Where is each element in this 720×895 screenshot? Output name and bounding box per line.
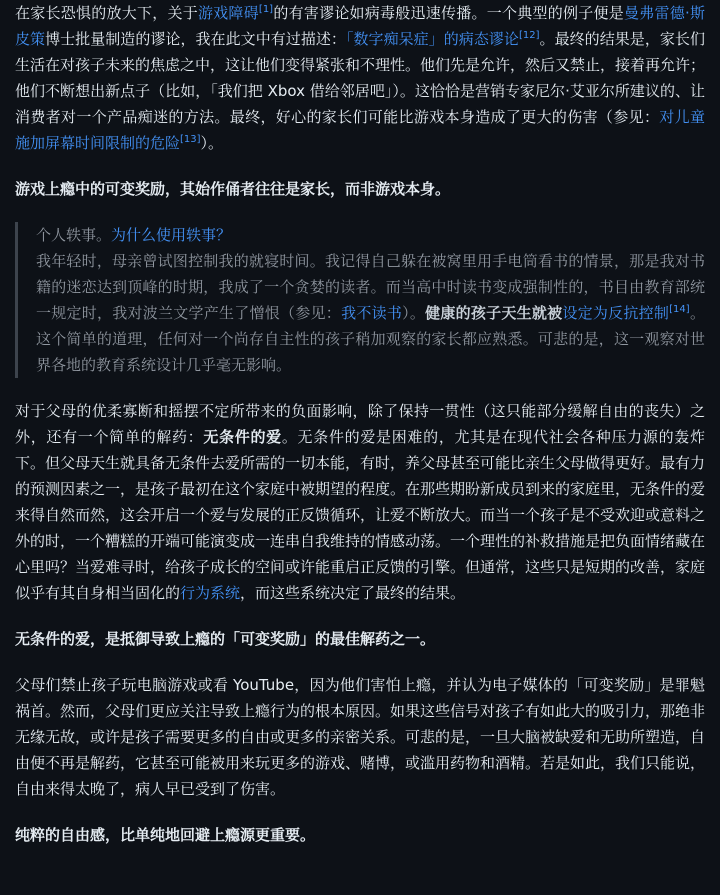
key-statement-3: 纯粹的自由感，比单纯地回避上瘾源更重要。	[15, 826, 316, 844]
text: 。最终的结果是，家长们生活在对孩子未来的焦虑之中，这让他们变得紧张和不理性。他们先是允许，然后又禁止，接着再允许；他们不断想出新点子（比如，「我们把 Xbox 借给邻居吧」）。这恰恰是营销专家尼尔·艾亚尔所建议的、让消费者对一个产品痴迷的方法。最终，好心的家长们可能比游戏本身造成了更大的伤害（参见：	[15, 30, 706, 126]
link-wired-to-resist[interactable]: 设定为反抗控制	[562, 304, 670, 322]
link-gaming-disorder[interactable]: 游戏障碍	[197, 4, 259, 22]
paragraph-2	[15, 398, 705, 606]
ref-1[interactable]: [1]	[258, 4, 274, 15]
key-statement-2: 无条件的爱，是抵御导致上瘾的「可变奖励」的最佳解药之一。	[15, 630, 436, 648]
text: ，而这些系统决定了最终的结果。	[240, 584, 466, 602]
text: 博士批量制造的谬论，我在此文中有过描述：	[45, 30, 346, 48]
link-why-anecdotes[interactable]: 为什么使用轶事？	[111, 226, 232, 244]
text: 我年轻时，母亲曾试图控制我的就寝时间。我记得自己躲在被窝里用手电筒看书的情景，那是我对书籍的迷恋达到顶峰的时期，我成了一个贪婪的读者。而当高中时读书变成强制性的，书目由教育部统一规定时，我对波兰文学产生了憎恨（参见：	[36, 252, 705, 322]
text: 。这个简单的道理，任何对一个尚存自主性的孩子稍加观察的家长都应熟悉。可悲的是，这一观察对世界各地的教育系统设计几乎毫无影响。	[36, 304, 705, 374]
bold-text: 无条件的爱	[203, 428, 282, 446]
text: 。无条件的爱是困难的，尤其是在现代社会各种压力源的轰炸下。但父母天生就具备无条件去爱所需的一切本能，有时，养父母甚至可能比亲生父母做得更好。最有力的预测因素之一，是孩子最初在这个家庭中被期望的程度。在那些期盼新成员到来的家庭里，无条件的爱来得自然而然，这会开启一个爱与发展的正反馈循环，让爱不断放大。而当一个孩子是不受欢迎或意料之外的时，一个糟糕的开端可能演变成一连串自我维持的情感动荡。一个理性的补救措施是把负面情绪藏在心里吗？当爱难寻时，给孩子成长的空间或许能重启正反馈的引擎。但通常，这些只是短期的改善，家庭似乎有其自身相当固化的	[15, 428, 706, 602]
ref-14[interactable]: [14]	[669, 304, 690, 315]
text: ）。	[200, 134, 224, 152]
link-screen-time-limits[interactable]: 对儿童施加屏幕时间限制的危险	[15, 108, 705, 152]
link-behavior-system[interactable]: 行为系统	[180, 584, 241, 602]
link-manfred-spitzer[interactable]: 曼弗雷德·斯皮策	[15, 4, 705, 48]
quote-paragraph	[36, 222, 705, 378]
link-digital-dementia[interactable]: 「数字痴呆症」的病态谬论	[345, 30, 519, 48]
text: 对于父母的优柔寡断和摇摆不定所带来的负面影响，除了保持一贯性（这只能部分缓解自由的丧失）之外，还有一个简单的解药：	[15, 402, 705, 446]
anecdote-quote	[15, 222, 705, 378]
text: 在家长恐惧的放大下，关于	[15, 4, 198, 22]
key-statement-1: 游戏上瘾中的可变奖励，其始作俑者往往是家长，而非游戏本身。	[15, 180, 451, 198]
text: 个人轶事。	[36, 226, 112, 244]
link-i-dont-read[interactable]: 我不读书	[341, 304, 403, 322]
bold-text: 健康的孩子天生就被	[425, 304, 563, 322]
text: ）。	[402, 304, 426, 322]
text: 的有害谬论如病毒般迅速传播。一个典型的例子便是	[273, 4, 624, 22]
ref-13[interactable]: [13]	[180, 134, 201, 145]
paragraph-3: 父母们禁止孩子玩电脑游戏或看 YouTube，因为他们害怕上瘾，并认为电子媒体的「可变奖励」是罪魁祸首。然而，父母们更应关注导致上瘾行为的根本原因。如果这些信号对孩子有如此大的吸引力，那绝非无缘无故，或许是孩子需要更多的自由或更多的亲密关系。可悲的是，一旦大脑被缺爱和无助所塑造，自由便不再是解药，它甚至可能被用来玩更多的游戏、赌博，或滥用药物和酒精。若是如此，我们只能说，自由来得太晚了，病人早已受到了伤害。	[15, 676, 706, 798]
paragraph-1	[15, 0, 705, 156]
ref-12[interactable]: [12]	[518, 30, 540, 41]
